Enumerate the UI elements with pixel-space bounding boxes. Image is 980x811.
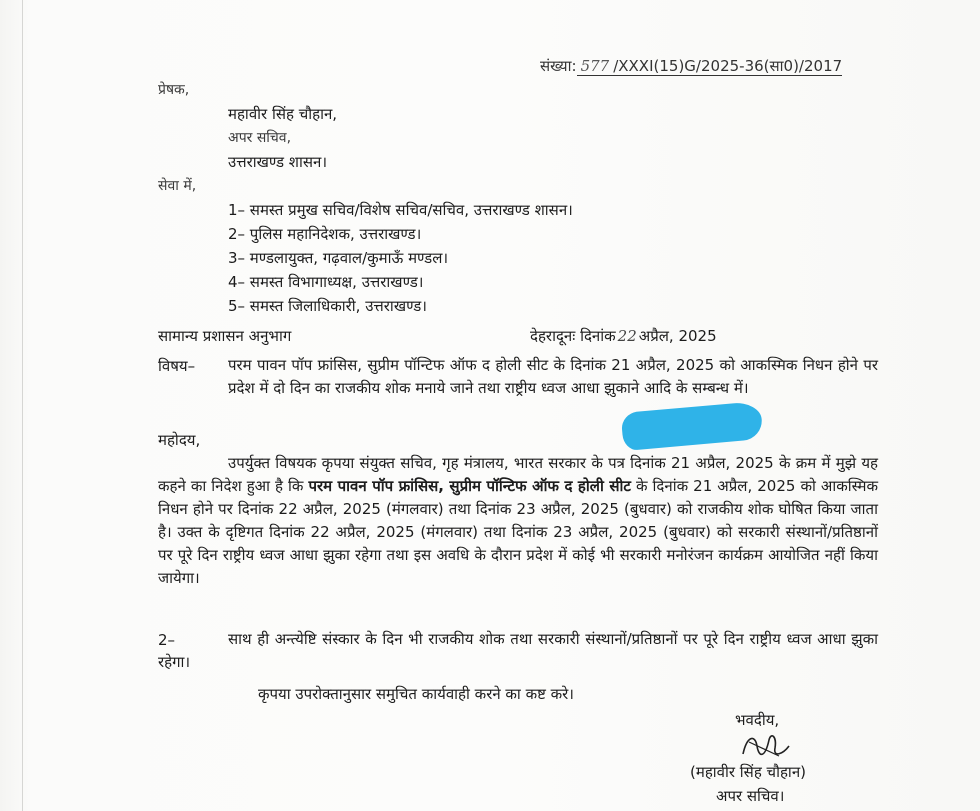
page-edge-line [22,0,23,811]
body-paragraph-2: साथ ही अन्त्येष्टि संस्कार के दिन भी राजकीय शोक तथा सरकारी संस्थानों/प्रतिष्ठानों पर पूरे दिन राष्ट्रीय ध्वज आधा झुका रहेगा। [158,630,878,671]
sender-name: महावीर सिंह चौहान, [228,105,338,123]
subject-label: विषय– [158,357,196,375]
salutation: महोदय, [158,431,201,449]
dateline-place: देहरादूनः [530,327,576,345]
paragraph-1-part-2: के दिनांक 21 अप्रैल, 2025 को आकस्मिक निधन होने पर दिनांक 22 अप्रैल, 2025 (मंगलवार) तथा दिनांक 23 अप्रैल, 2025 (बुधवार) को राजकीय शोक घोषित किया जाता है। उक्त के दृष्टिगत दिनांक 22 अप्रैल, 2025 (मंगलवार) तथा दिनांक 23 अप्रैल, 2025 (बुधवार) को सरकारी संस्थानों/प्रतिष्ठानों पर पूरे दिन राष्ट्रीय ध्वज आधा झुका रहेगा तथा इस अवधि के दौरान प्रदेश में कोई भी सरकारी मनोरंजन कार्यक्रम आयोजित नहीं किया जायेगा। [158,477,878,587]
body-paragraph-1 [158,452,878,590]
reference-suffix: /XXXI(15)G/2025-36(सा0)/2017 [613,57,843,75]
recipient-item: 3– मण्डलायुक्त, गढ़वाल/कुमाऊँ मण्डल। [228,249,449,267]
paragraph-1-bold: परम पावन पॉप फ्रांसिस, सुप्रीम पॉन्टिफ ऑफ द होली सीट [308,477,631,495]
reference-handwritten-number: 577 [577,57,614,76]
handwritten-signature [735,728,795,764]
recipient-item: 4– समस्त विभागाध्यक्ष, उत्तराखण्ड। [228,273,424,291]
sender-designation: अपर सचिव, [228,130,292,146]
sender-office: उत्तराखण्ड शासन। [228,153,328,171]
dateline-rest: अप्रैल, 2025 [638,327,717,345]
signatory-designation: अपर सचिव। [716,787,785,805]
recipient-item: 2– पुलिस महानिदेशक, उत्तराखण्ड। [228,225,422,243]
dateline-prefix: दिनांक [580,327,616,345]
recipient-item: 5– समस्त जिलाधिकारी, उत्तराखण्ड। [228,297,427,315]
reference-number [540,56,842,76]
subject-text: परम पावन पॉप फ्रांसिस, सुप्रीम पॉन्टिफ ऑफ द होली सीट के दिनांक 21 अप्रैल, 2025 को आकस्मिक निधन होने पर प्रदेश में दो दिन का राजकीय शोक मनाये जाने तथा राष्ट्रीय ध्वज आधा झुकाने आदि के सम्बन्ध में। [228,356,878,397]
valediction: भवदीय, [735,711,780,729]
recipients-label: सेवा में, [158,178,197,194]
paragraph-2-number: 2– [158,631,176,649]
section-name: सामान्य प्रशासन अनुभाग [158,327,292,345]
dateline [530,326,717,346]
closing-request: कृपया उपरोक्तानुसार समुचित कार्यवाही करने का कष्ट करे। [258,685,574,703]
reference-prefix: संख्या: [540,57,577,75]
sender-label: प्रेषक, [158,82,190,98]
redaction-mark [621,401,764,451]
recipient-item: 1– समस्त प्रमुख सचिव/विशेष सचिव/सचिव, उत्तराखण्ड शासन। [228,201,573,219]
signatory-name: (महावीर सिंह चौहान) [690,763,806,781]
dateline-handwritten-day: 22 [617,327,637,345]
paragraph-1-part-1: उपर्युक्त विषयक कृपया संयुक्त सचिव, गृह मंत्रालय, भारत सरकार के पत्र दिनांक 21 अप्रैल, 2025 के क्रम में मुझे यह कहने का निदेश हुआ है कि [158,454,878,495]
